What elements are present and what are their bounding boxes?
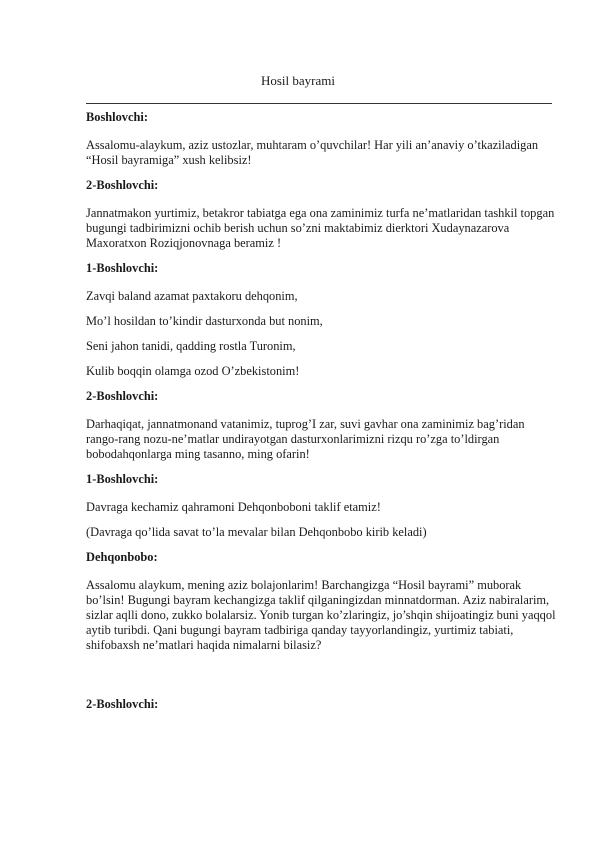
poem-line: Mo’l hosildan to’kindir dasturxonda but nonim, [86, 314, 323, 328]
poem-line: Kulib boqqin olamga ozod O’zbekistonim! [86, 364, 300, 378]
header-divider [86, 103, 552, 104]
speaker-label: Boshlovchi: [86, 110, 148, 124]
poem-line: Zavqi baland azamat paxtakoru dehqonim, [86, 289, 298, 303]
speaker-label: 2-Boshlovchi: [86, 178, 159, 192]
stage-direction: (Davraga qo’lida savat to’la mevalar bilan Dehqonbobo kirib keladi) [86, 525, 427, 539]
paragraph: Assalomu-alaykum, aziz ustozlar, muhtaram o’quvchilar! Har yili an’anaviy o’tkaziladigan “Hosil bayramiga” xush kelibsiz! [86, 138, 539, 167]
poem-line: Seni jahon tanidi, qadding rostla Turonim, [86, 339, 296, 353]
speaker-label: 1-Boshlovchi: [86, 261, 159, 275]
speaker-label: 2-Boshlovchi: [86, 389, 159, 403]
paragraph: Darhaqiqat, jannatmonand vatanimiz, tuprog’I zar, suvi gavhar ona zaminimiz bag’ridan rango-rang nozu-ne’matlar undirayotgan dasturxonlarimizni rizqu ro’zga to’ldirgan bobodahqonlarga ming tasanno, ming ofarin! [86, 417, 525, 461]
document-body [86, 106, 556, 712]
speaker-label: 2-Boshlovchi: [86, 697, 159, 711]
speaker-label: Dehqonbobo: [86, 550, 158, 564]
paragraph: Davraga kechamiz qahramoni Dehqonboboni taklif etamiz! [86, 500, 381, 514]
speaker-label: 1-Boshlovchi: [86, 472, 159, 486]
paragraph: Assalomu alaykum, mening aziz bolajonlarim! Barchangizga “Hosil bayrami” muborak bo’lsin! Bugungi bayram kechangizga taklif qilganingizdan minnatdorman. Aziz nabiralarim, sizlar aqlli dono, zukko bolalarsiz. Yonib turgan ko’zlaringiz, jo’shqin shijoatingiz buni yaqqol aytib turibdi. Qani bugungi bayram tadbiriga qanday tayyorlandingiz, yurtimiz tabiati, shifobaxsh ne’matlari haqida nimalarni bilasiz? [86, 578, 556, 652]
document-title: Hosil bayrami [260, 73, 335, 88]
paragraph: Jannatmakon yurtimiz, betakror tabiatga ega ona zaminimiz turfa ne’matlaridan tashkil topgan bugungi tadbirimizni ochib berish uchun so’zni maktabimiz dierktori Xudaynazarova Maxoratxon Roziqjonovnaga beramiz ! [86, 206, 555, 250]
